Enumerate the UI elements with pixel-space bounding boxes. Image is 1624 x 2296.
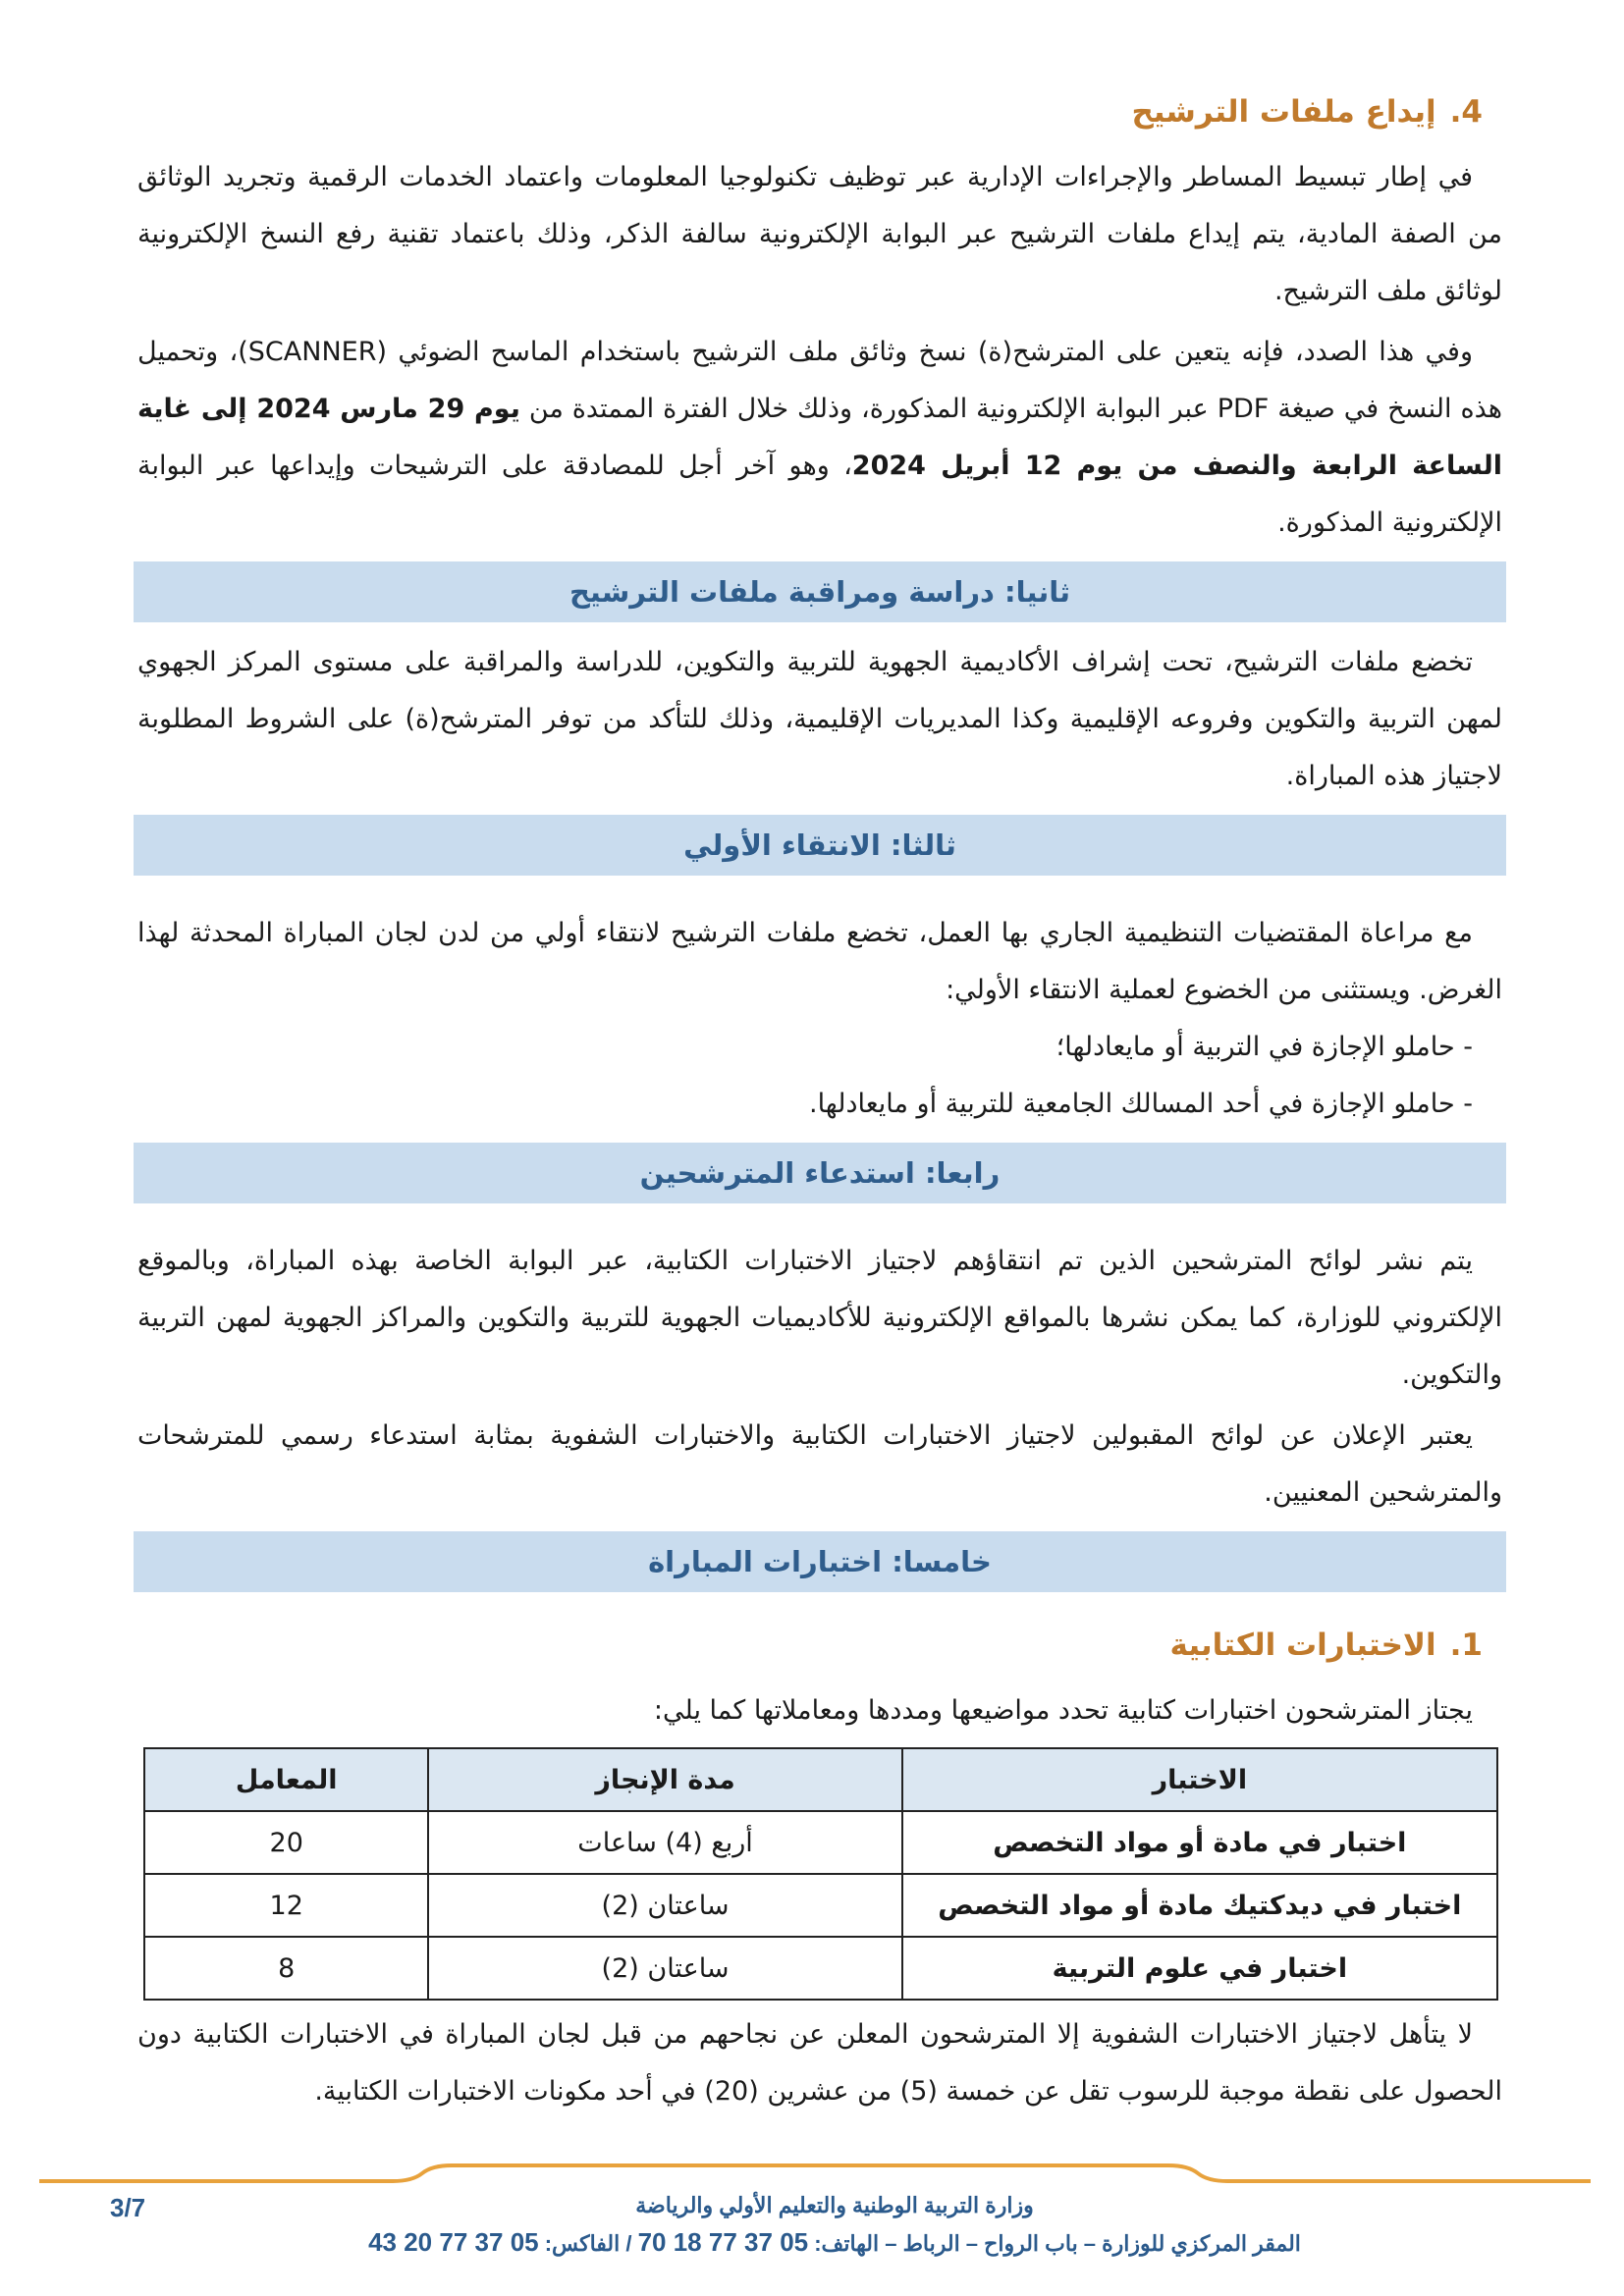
written-exams-heading bbox=[137, 1622, 1483, 1669]
duration-cell: ساعتان (2) bbox=[428, 1937, 901, 2000]
column-header-exam: الاختبار bbox=[902, 1748, 1497, 1811]
deadline-emphasis: يوم 29 مارس 2024 إلى غاية الساعة الرابعة والنصف من يوم 12 أبريل 2024 bbox=[137, 394, 1502, 481]
ministry-name: وزارة التربية الوطنية والتعليم الأولي والرياضة bbox=[635, 2193, 1034, 2217]
section-four-heading: رابعا: استدعاء المترشحين bbox=[134, 1143, 1506, 1203]
table-header-row bbox=[144, 1748, 1497, 1811]
exam-name-cell: اختبار في ديدكتيك مادة أو مواد التخصص bbox=[902, 1874, 1497, 1937]
section-three-paragraph: مع مراعاة المقتضيات التنظيمية الجاري بها العمل، تخضع ملفات الترشيح لانتقاء أولي من لدن لجان المباراة المحدثة لهذا الغرض. ويستثنى من الخضوع لعملية الانتقاء الأولي: bbox=[137, 918, 1502, 1005]
fax-number: 05 37 77 20 43 bbox=[368, 2227, 539, 2257]
page-content bbox=[137, 88, 1502, 2120]
exemption-list bbox=[137, 1019, 1473, 1133]
section-four-paragraph-2: يعتبر الإعلان عن لوائح المقبولين لاجتياز الاختبارات الكتابية والاختبارات الشفوية بمثابة استدعاء رسمي للمترشحات والمترشحين المعنيين. bbox=[137, 1420, 1502, 1508]
exam-name-cell: اختبار في علوم التربية bbox=[902, 1937, 1497, 2000]
exam-name-cell: اختبار في مادة أو مواد التخصص bbox=[902, 1811, 1497, 1874]
list-item: - حاملو الإجازة في أحد المسالك الجامعية للتربية أو مايعادلها. bbox=[137, 1076, 1473, 1133]
section-two-paragraph: تخضع ملفات الترشيح، تحت إشراف الأكاديمية الجهوية للتربية والتكوين، للدراسة والمراقبة على مستوى المركز الجهوي لمهن التربية والتكوين وفروعه الإقليمية وكذا المديريات الإقليمية، وذلك للتأكد من توفر المترشح(ة) على الشروط المطلوبة لاجتياز هذه المباراة. bbox=[137, 647, 1502, 791]
written-exams-title: الاختبارات الكتابية bbox=[1169, 1628, 1436, 1663]
table-row bbox=[144, 1874, 1497, 1937]
written-exams-intro: يجتاز المترشحون اختبارات كتابية تحدد مواضيعها ومددها ومعاملاتها كما يلي: bbox=[653, 1695, 1473, 1726]
duration-cell: ساعتان (2) bbox=[428, 1874, 901, 1937]
column-header-duration: مدة الإنجاز bbox=[428, 1748, 901, 1811]
fax-label: / الفاكس: bbox=[538, 2231, 638, 2256]
section-4-paragraph-1: في إطار تبسيط المساطر والإجراءات الإدارية عبر توظيف تكنولوجيا المعلومات واعتماد الخدمات الرقمية وتجريد الوثائق من الصفة المادية، يتم إيداع ملفات الترشيح عبر البوابة الإلكترونية سالفة الذكر، وذلك باعتماد تقنية رفع النسخ الإلكترونية لوثائق ملف الترشيح. bbox=[137, 162, 1502, 306]
coefficient-cell: 20 bbox=[144, 1811, 428, 1874]
table-row bbox=[144, 1937, 1497, 2000]
coefficient-cell: 12 bbox=[144, 1874, 428, 1937]
phone-number: 05 37 77 18 70 bbox=[637, 2227, 809, 2257]
list-item: - حاملو الإجازة في التربية أو مايعادلها؛ bbox=[137, 1019, 1473, 1076]
table-row bbox=[144, 1811, 1497, 1874]
section-4-title: إيداع ملفات الترشيح bbox=[1131, 94, 1436, 130]
footer-text bbox=[324, 2189, 1345, 2264]
page-footer bbox=[0, 2160, 1624, 2296]
written-exams-number: 1. bbox=[1449, 1628, 1483, 1663]
section-two-heading: ثانيا: دراسة ومراقبة ملفات الترشيح bbox=[134, 561, 1506, 622]
oral-exam-eligibility-paragraph: لا يتأهل لاجتياز الاختبارات الشفوية إلا المترشحون المعلن عن نجاحهم من قبل لجان المباراة في الاختبارات الكتابية دون الحصول على نقطة موجبة للرسوب تقل عن خمسة (5) من عشرين (20) في أحد مكونات الاختبارات الكتابية. bbox=[137, 2019, 1502, 2107]
section-4-paragraph-2-end: ، وهو آخر أجل للمصادقة على الترشيحات وإيداعها عبر البوابة الإلكترونية المذكورة. bbox=[137, 451, 1502, 538]
section-three-heading: ثالثا: الانتقاء الأولي bbox=[134, 815, 1506, 876]
ministry-address bbox=[324, 2222, 1345, 2264]
section-4-paragraph-2-start: وفي هذا الصدد، فإنه يتعين على المترشح(ة) نسخ وثائق ملف الترشيح باستخدام الماسح الضوئي (SCANNER)، وتحميل هذه النسخ في صيغة PDF عبر البوابة الإلكترونية المذكورة، وذلك خلال الفترة الممتدة من bbox=[137, 337, 1503, 424]
written-exams-table bbox=[143, 1747, 1498, 2001]
column-header-coefficient: المعامل bbox=[144, 1748, 428, 1811]
section-4-paragraph-2 bbox=[137, 324, 1502, 552]
section-five-heading: خامسا: اختبارات المباراة bbox=[134, 1531, 1506, 1592]
address-text: المقر المركزي للوزارة – باب الرواح – الرباط – الهاتف: bbox=[808, 2231, 1301, 2256]
section-4-heading bbox=[137, 88, 1483, 135]
page-number: 3/7 bbox=[110, 2193, 146, 2222]
section-4-number: 4. bbox=[1449, 94, 1483, 130]
coefficient-cell: 8 bbox=[144, 1937, 428, 2000]
duration-cell: أربع (4) ساعات bbox=[428, 1811, 901, 1874]
section-four-paragraph-1: يتم نشر لوائح المترشحين الذين تم انتقاؤهم لاجتياز الاختبارات الكتابية، عبر البوابة الخاصة بهذه المباراة، وبالموقع الإلكتروني للوزارة، كما يمكن نشرها بالمواقع الإلكترونية للأكاديميات الجهوية للتربية والتكوين والمراكز الجهوية لمهن التربية والتكوين. bbox=[137, 1246, 1502, 1390]
